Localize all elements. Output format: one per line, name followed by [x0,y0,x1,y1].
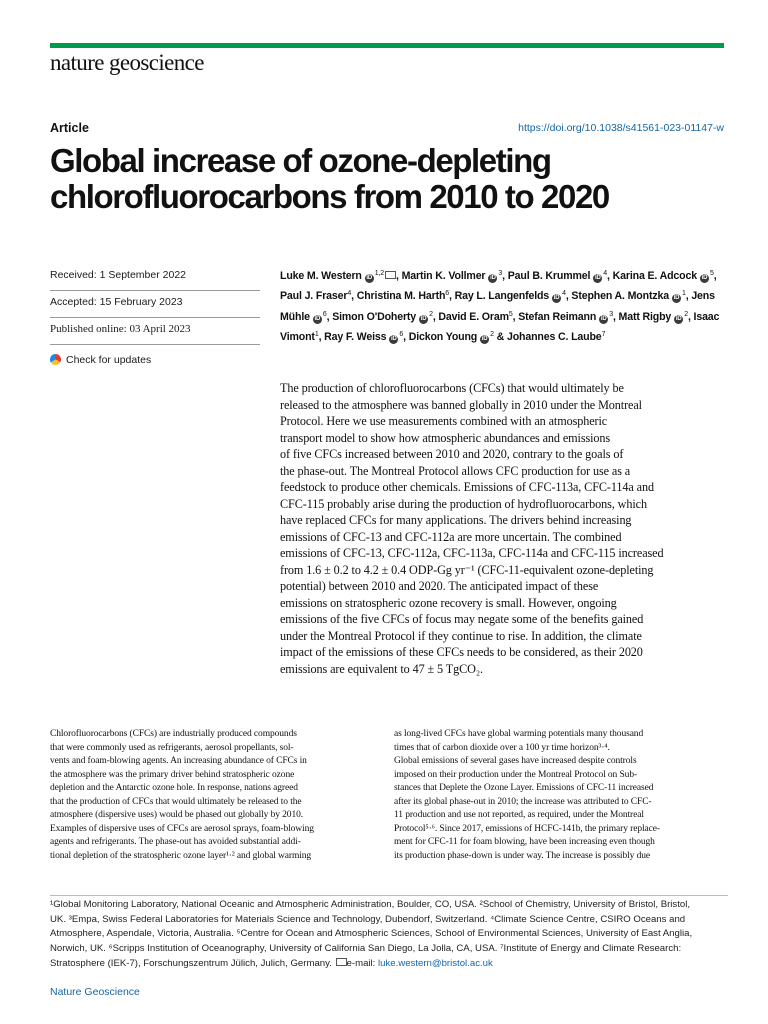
body-text-left-column: Chlorofluorocarbons (CFCs) are industrially produced compounds that were commonly used as refrigerants, aerosol propellants, sol- vents and foam-blowing agents. An increasing abundance of CFCs in the atmosphere was the primary driver behind stratospheric ozone depletion and the Antarctic ozone hole. In response, nations agreed that the production of CFCs that would ultimately be released to the atmosphere (dispersive uses) would be phased out globally by 2010. Examples of dispersive uses of CFCs are aerosol sprays, foam-blowing agents and refrigerants. The phase-out has avoided substantial addi- tional depletion of the stratospheric ozone layer¹·² and global warming [50,729,314,861]
author-entry [508,270,607,282]
author-separator: , [502,270,508,282]
author-separator: , [396,270,402,282]
orcid-icon[interactable]: iD [594,275,601,281]
orcid-icon[interactable]: iD [490,275,496,281]
footer-journal-name: Nature Geoscience [50,986,140,998]
author-entry [619,311,688,323]
orcid-icon[interactable]: iD [701,275,708,281]
author-name[interactable]: Karina E. Adcock [612,270,697,282]
author-entry [613,270,714,282]
mail-icon [336,958,347,966]
orcid-icon[interactable]: iD [390,335,397,342]
mail-icon[interactable] [385,271,396,279]
author-entry [507,331,605,343]
body-text-right-column: as long-lived CFCs have global warming potentials many thousand times that of carbon dioxide over a 100 yr time horizon³·⁴. Global emissions of several gases have increased despite controls imposed on their production under the Montreal Protocol on Sub- stances that Deplete the Ozone Layer. Emissions of CFC-11 increased after its global phase-out in 2010; the increase was attributed to CFC- 11 production and use not reported, as required, under the Montreal Protocol⁵·⁶. Since 2017, emissions of HCFC-141b, the primary replace- ment for CFC-11 for foam blowing, have been increasing even though its production phase-down is under way. The increase is possibly due [394,729,660,861]
author-affiliation: 6 [399,330,404,338]
orcid-icon[interactable]: iD [673,295,680,302]
author-entry [280,270,396,282]
author-name[interactable]: Ray L. Langenfelds [454,290,550,303]
author-name[interactable]: Matt Rigby [618,310,672,323]
author-name[interactable]: Stephen A. Montzka [571,290,669,303]
author-entry [571,290,685,302]
author-affiliation: 6 [322,310,327,318]
author-name[interactable]: Simon O'Doherty [332,310,417,323]
author-separator: , [432,310,439,323]
author-affiliation: 1,2 [374,270,385,277]
author-affiliation: 1 [681,290,686,298]
author-affiliation: 6 [445,290,450,298]
author-affiliation: 4 [347,290,352,298]
author-entry [438,311,512,323]
orcid-icon[interactable]: iD [366,275,373,281]
orcid-icon[interactable]: iD [553,295,560,302]
author-entry [455,290,566,302]
author-affiliation: 3 [498,270,503,277]
author-affiliation: 2 [684,310,688,318]
orcid-icon[interactable]: iD [314,315,321,322]
author-affiliation: 4 [603,270,608,277]
author-separator: , [318,330,325,343]
author-affiliation: 2 [429,310,433,318]
check-for-updates-button[interactable] [50,345,260,372]
author-name[interactable]: Stefan Reimann [518,310,597,323]
author-affiliation: 5 [709,270,714,277]
author-name[interactable]: Isaac Vimont [280,310,720,343]
author-separator: , [351,290,357,303]
check-updates-label: Check for updates [66,353,152,366]
author-name[interactable]: Christina M. Harth [356,290,446,303]
author-affiliation: 1 [314,330,319,338]
author-entry [409,331,494,343]
orcid-icon[interactable]: iD [481,335,488,342]
author-separator: , [713,270,717,282]
author-separator: , [326,310,333,323]
author-separator: , [685,290,692,303]
orcid-icon[interactable]: iD [420,315,427,322]
author-separator: , [449,290,455,303]
author-affiliation: 4 [562,290,566,298]
affiliations-text: ¹Global Monitoring Laboratory, National Oceanic and Atmospheric Administration, Boulder, CO, USA. ²School of Chemistry, University of Bristol, Bristol, UK. ³Empa, Swiss Federal Laboratories for Materials Science and Technology, Dubendorf, Switzerland. ⁴Climate Science Centre, CSIRO Oceans and Atmosphere, Aspendale, Victoria, Australia. ⁵Centre for Ocean and Atmospheric Sciences, School of Environmental Sciences, University of East Anglia, Norwich, UK. ⁶Scripps Institution of Oceanography, University of California San Diego, La Jolla, CA, USA. ⁷Institute of Energy and Climate Research: Stratosphere (IEK-7), Forschungszentrum Jülich, Julich, Germany. [50,899,693,969]
title-line-1: Global increase of ozone-depleting [50,142,551,179]
author-separator: & [493,330,507,343]
author-name[interactable]: David E. Oram [438,310,509,323]
email-label: e-mail: [346,957,378,969]
email-link[interactable]: luke.western@bristol.ac.uk [378,957,493,969]
journal-header-bar [50,43,724,48]
author-name[interactable]: Ray F. Weiss [324,330,387,343]
author-name[interactable]: Johannes C. Laube [506,330,602,343]
article-type: Article [50,121,89,135]
abstract: The production of chlorofluorocarbons (CFCs) that would ultimately be released to the atmosphere was banned globally in 2010 under the Montreal Protocol. Here we use measurements combined with an atmospheric transport model to show how atmospheric abundances and emissions of five CFCs increased between 2010 and 2020, contrary to the goals of the phase-out. The Montreal Protocol allows CFC production for use as a feedstock to produce other chemicals. Emissions of CFC-113a, CFC-114a and CFC-115 probably arise during the production of hydrofluorocarbons, which have replaced CFCs for many applications. The drivers behind increasing emissions of CFC-13 and CFC-112a are more uncertain. The combined emissions of CFC-13, CFC-112a, CFC-113a, CFC-114a and CFC-115 increased from 1.6 ± 0.2 to 4.2 ± 0.4 ODP-Gg yr⁻¹ (CFC-11-equivalent ozone-depleting potential) between 2010 and 2020. The anticipated impact of these emissions on stratospheric ozone recovery is small. However, ongoing emissions of the five CFCs of focus may negate some of the benefits gained under the Montreal Protocol if they continue to rise. In addition, the climate impact of the emissions of these CFCs needs to be considered, as their 2020 emissions are equivalent to 47 ± 5 TgCO₂. [280,381,664,676]
author-name[interactable]: Jens Mühle [280,290,715,323]
journal-name: nature geoscience [50,50,204,75]
affiliations-footnote [50,895,728,972]
author-affiliation: 2 [490,330,494,338]
author-entry [280,290,351,302]
author-name[interactable]: Dickon Young [408,330,478,343]
received-date: Received: 1 September 2022 [50,264,260,291]
author-separator: , [403,330,409,343]
title-line-2: chlorofluorocarbons from 2010 to 2020 [50,178,609,215]
author-affiliation: 3 [609,310,613,318]
author-entry [357,290,449,302]
author-entry [402,270,503,282]
check-updates-icon [50,354,61,365]
doi-link[interactable]: https://doi.org/10.1038/s41561-023-01147-w [518,122,724,134]
author-list [280,265,730,346]
author-affiliation: 7 [601,330,606,338]
author-entry [324,331,403,343]
author-name[interactable]: Paul B. Krummel [507,270,591,282]
author-separator: , [607,270,613,282]
author-name[interactable]: Paul J. Fraser [280,290,348,303]
author-name[interactable]: Martin K. Vollmer [401,270,486,282]
author-entry [332,311,433,323]
article-title [50,143,730,215]
author-name[interactable]: Luke M. Western [280,270,362,282]
author-affiliation: 5 [508,310,513,318]
article-history [50,264,260,372]
orcid-icon[interactable]: iD [675,315,682,322]
published-date: Published online: 03 April 2023 [50,318,260,345]
accepted-date: Accepted: 15 February 2023 [50,291,260,318]
author-separator: , [612,310,619,323]
author-separator: , [512,310,519,323]
author-entry [518,311,613,323]
author-separator: , [687,310,694,323]
orcid-icon[interactable]: iD [600,315,607,322]
author-separator: , [565,290,572,303]
